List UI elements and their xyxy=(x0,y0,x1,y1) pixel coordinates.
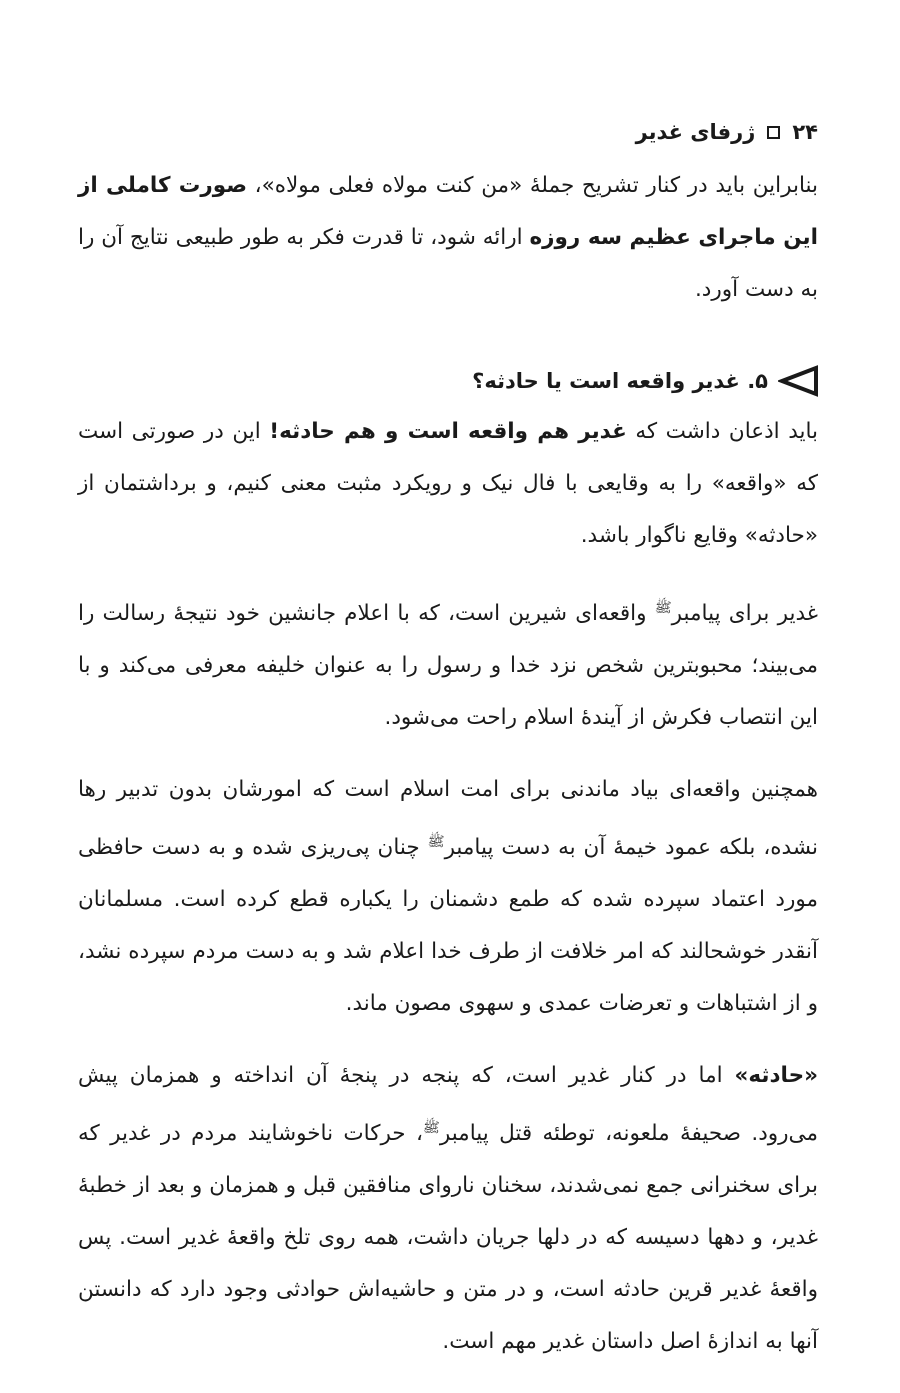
p4-text-2: ، حرکات ناخوشایند مردم در غدیر که برای سخنرانی جمع نمی‌شدند، سخنان ناروای منافقین قبل و همزمان و بعد از خطبهٔ غدیر، و دهها دسیسه که در دلها جریان داشت، همه روی تلخ واقعهٔ غدیر است. پس واقعهٔ غدیر قرین حادثه است، و در متن و حاشیه‌اش حوادثی وجود دارد که دانستن آنها به اندازهٔ اصل داستان غدیر مهم است. xyxy=(78,1121,818,1355)
p4-bold: «حادثه» xyxy=(734,1063,818,1089)
paragraph-4 xyxy=(78,1050,818,1368)
paragraph-2 xyxy=(78,582,818,744)
section-heading xyxy=(78,356,818,406)
p2-text-2: واقعه‌ای شیرین است، که با اعلام جانشین خود نتیجهٔ رسالت را می‌بیند؛ محبوبترین شخص نزد خدا و رسول را به عنوان خلیفه معرفی می‌کند و با این انتصاب فکرش از آیندهٔ اسلام راحت می‌شود. xyxy=(78,601,818,731)
intro-text-1: بنابراین باید در کنار تشریح جملهٔ «من کنت مولاه فعلی مولاه»، xyxy=(247,173,818,198)
intro-bold: صورت کاملی از این ماجرای عظیم سه روزه xyxy=(78,173,818,250)
section-title: ۵. غدیر واقعه است یا حادثه؟ xyxy=(472,369,768,393)
p1-bold: غدیر هم واقعه است و هم حادثه! xyxy=(269,419,627,444)
page-header xyxy=(78,112,818,152)
p3-text-2: چنان پی‌ریزی شده و به دست حافظی مورد اعتماد سپرده شده که طمع دشمنان را یکباره قطع کرده است. مسلمانان آنقدر خوشحالند که امر خلافت از طرف خدا اعلام شد و به دست مردم سپرده نشد، و از اشتباهات و تعرضات عمدی و سهوی مصون ماند. xyxy=(78,835,818,1017)
salawat-symbol: ﷺ xyxy=(422,1120,440,1137)
salawat-symbol: ﷺ xyxy=(654,600,672,616)
square-bullet-icon xyxy=(767,126,780,139)
paragraph-3 xyxy=(78,764,818,1030)
p4-text-1: اما در کنار غدیر است، که پنجه در پنجهٔ آن انداخته و همزمان پیش می‌رود. صحیفهٔ ملعونه، توطئه قتل پیامبر xyxy=(78,1063,818,1147)
page-number: ۲۴ xyxy=(792,120,818,144)
intro-text-2: ارائه شود، تا قدرت فکر به طور طبیعی نتایج آن را به دست آورد. xyxy=(78,225,818,302)
p2-text-1: غدیر برای پیامبر xyxy=(671,601,818,627)
book-title: ژرفای غدیر xyxy=(635,120,756,144)
salawat-symbol: ﷺ xyxy=(427,834,445,851)
paragraph-1 xyxy=(78,406,818,562)
triangle-pointer-icon xyxy=(778,365,818,397)
p1-text-1: باید اذعان داشت که xyxy=(626,419,819,444)
p3-text-1: همچنین واقعه‌ای بیاد ماندنی برای امت اسلام است که امورشان بدون تدبیر رها نشده، بلکه عمود خیمهٔ آن به دست پیامبر xyxy=(78,777,818,861)
intro-paragraph xyxy=(78,160,818,316)
p1-text-2: این در صورتی است که «واقعه» را به وقایعی با فال نیک و رویکرد مثبت معنی کنیم، و برداشتمان از «حادثه» وقایع ناگوار باشد. xyxy=(78,419,818,548)
